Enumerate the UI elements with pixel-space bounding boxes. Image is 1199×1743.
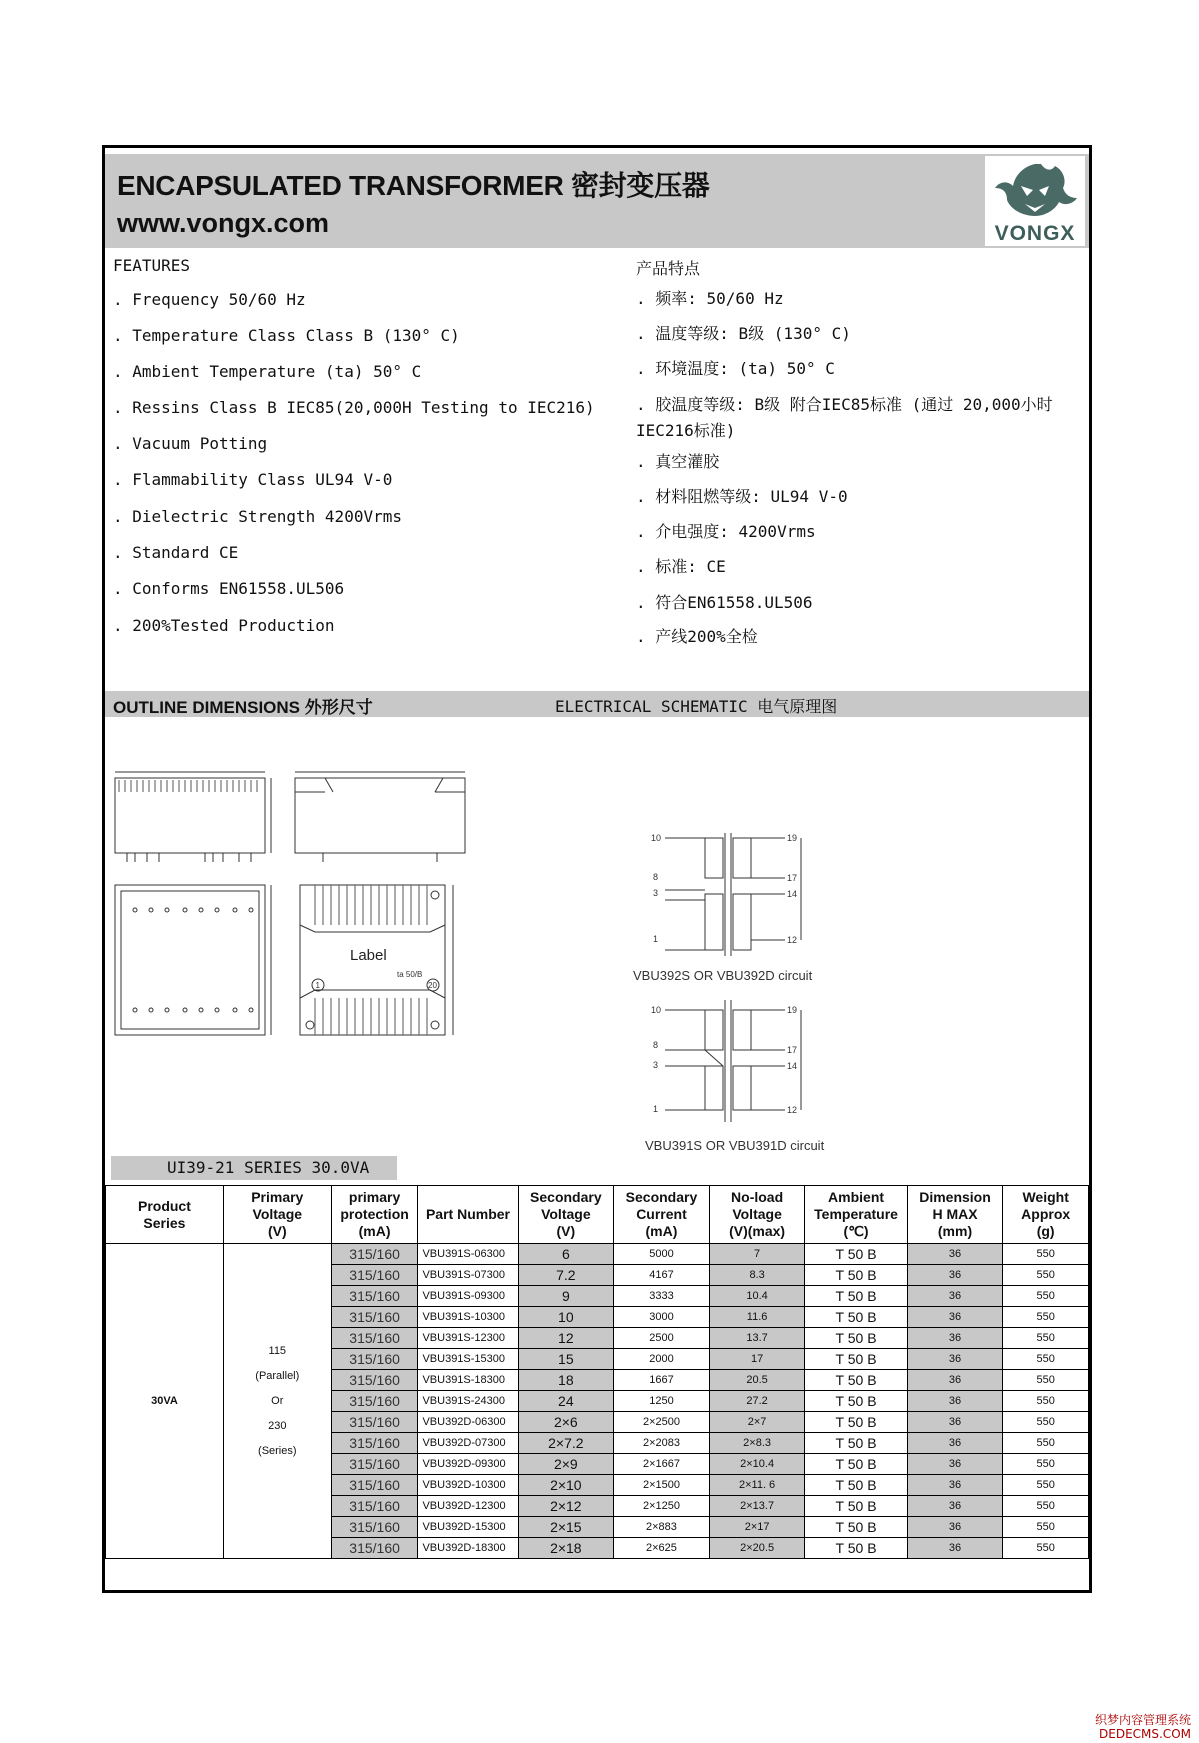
dimension-cell: 36 <box>907 1412 1003 1433</box>
col-header: Product Series <box>106 1186 224 1244</box>
noload-voltage-cell: 2×10.4 <box>709 1454 805 1475</box>
dimension-cell: 36 <box>907 1307 1003 1328</box>
secondary-voltage-cell: 18 <box>518 1370 614 1391</box>
secondary-current-cell: 1250 <box>614 1391 710 1412</box>
dimension-cell: 36 <box>907 1475 1003 1496</box>
secondary-voltage-cell: 6 <box>518 1244 614 1265</box>
pin-label: 3 <box>653 1060 659 1070</box>
weight-cell: 550 <box>1003 1433 1089 1454</box>
footer-line2: DEDECMS.COM <box>1099 1727 1191 1741</box>
circuit-1-caption: VBU392S OR VBU392D circuit <box>633 968 813 983</box>
weight-cell: 550 <box>1003 1517 1089 1538</box>
protection-cell: 315/160 <box>331 1538 418 1559</box>
secondary-current-cell: 2×1500 <box>614 1475 710 1496</box>
features-cn-title: 产品特点 <box>636 259 701 278</box>
secondary-voltage-cell: 2×15 <box>518 1517 614 1538</box>
feature-cn-item: . 环境温度: (ta) 50° C <box>636 359 835 378</box>
spec-table <box>105 1185 1089 1559</box>
weight-cell: 550 <box>1003 1454 1089 1475</box>
datasheet-frame <box>102 145 1092 1593</box>
secondary-voltage-cell: 10 <box>518 1307 614 1328</box>
secondary-current-cell: 5000 <box>614 1244 710 1265</box>
noload-voltage-cell: 2×17 <box>709 1517 805 1538</box>
noload-voltage-cell: 2×13.7 <box>709 1496 805 1517</box>
secondary-current-cell: 3000 <box>614 1307 710 1328</box>
noload-voltage-cell: 10.4 <box>709 1286 805 1307</box>
weight-cell: 550 <box>1003 1391 1089 1412</box>
protection-cell: 315/160 <box>331 1370 418 1391</box>
weight-cell: 550 <box>1003 1475 1089 1496</box>
noload-voltage-cell: 20.5 <box>709 1370 805 1391</box>
weight-cell: 550 <box>1003 1265 1089 1286</box>
secondary-voltage-cell: 2×7.2 <box>518 1433 614 1454</box>
feature-cn-item: . 标准: CE <box>636 557 726 576</box>
ambient-temp-cell: T 50 B <box>805 1391 907 1412</box>
feature-en-item: . Temperature Class Class B (130° C) <box>113 326 460 345</box>
weight-cell: 550 <box>1003 1244 1089 1265</box>
feature-en-item: . Ressins Class B IEC85(20,000H Testing to IEC216) <box>113 398 595 417</box>
label-text: Label <box>350 947 387 964</box>
weight-cell: 550 <box>1003 1349 1089 1370</box>
pin-label: 19 <box>787 833 798 843</box>
part-number-cell: VBU391S-24300 <box>418 1391 518 1412</box>
pin-20-label: 20 <box>428 981 437 990</box>
protection-cell: 315/160 <box>331 1517 418 1538</box>
ta-text: ta 50/B <box>397 970 423 979</box>
ambient-temp-cell: T 50 B <box>805 1307 907 1328</box>
col-header: Ambient Temperature (℃) <box>805 1186 907 1244</box>
feature-en-item: . Conforms EN61558.UL506 <box>113 579 345 598</box>
website-url: www.vongx.com <box>117 208 330 238</box>
part-number-cell: VBU391S-15300 <box>418 1349 518 1370</box>
features-en <box>113 256 595 635</box>
dimension-cell: 36 <box>907 1244 1003 1265</box>
pin-label: 10 <box>651 1005 662 1015</box>
feature-en-item: . Dielectric Strength 4200Vrms <box>113 507 402 526</box>
protection-cell: 315/160 <box>331 1412 418 1433</box>
ambient-temp-cell: T 50 B <box>805 1496 907 1517</box>
col-header: Secondary Current (mA) <box>614 1186 710 1244</box>
ambient-temp-cell: T 50 B <box>805 1328 907 1349</box>
part-number-cell: VBU392D-18300 <box>418 1538 518 1559</box>
primary-voltage-cell: 115 (Parallel) Or 230 (Series) <box>223 1244 331 1559</box>
part-number-cell: VBU391S-10300 <box>418 1307 518 1328</box>
weight-cell: 550 <box>1003 1496 1089 1517</box>
pin-label: 19 <box>787 1005 798 1015</box>
secondary-current-cell: 2×2500 <box>614 1412 710 1433</box>
dimension-cell: 36 <box>907 1517 1003 1538</box>
ambient-temp-cell: T 50 B <box>805 1433 907 1454</box>
secondary-voltage-cell: 24 <box>518 1391 614 1412</box>
ambient-temp-cell: T 50 B <box>805 1370 907 1391</box>
feature-cn-item: . 介电强度: 4200Vrms <box>636 522 816 541</box>
secondary-current-cell: 2×883 <box>614 1517 710 1538</box>
protection-cell: 315/160 <box>331 1244 418 1265</box>
features-en-title: FEATURES <box>113 256 191 275</box>
feature-cn-item: . 温度等级: B级 (130° C) <box>636 324 851 343</box>
protection-cell: 315/160 <box>331 1496 418 1517</box>
secondary-voltage-cell: 2×9 <box>518 1454 614 1475</box>
part-number-cell: VBU391S-07300 <box>418 1265 518 1286</box>
secondary-voltage-cell: 9 <box>518 1286 614 1307</box>
pin-label: 17 <box>787 1045 798 1055</box>
weight-cell: 550 <box>1003 1412 1089 1433</box>
noload-voltage-cell: 13.7 <box>709 1328 805 1349</box>
col-header: Dimension H MAX (mm) <box>907 1186 1003 1244</box>
pin-label: 10 <box>651 833 662 843</box>
dimension-cell: 36 <box>907 1391 1003 1412</box>
protection-cell: 315/160 <box>331 1475 418 1496</box>
col-header: Primary Voltage (V) <box>223 1186 331 1244</box>
ambient-temp-cell: T 50 B <box>805 1475 907 1496</box>
schematic-circuit-1 <box>625 828 845 958</box>
dimension-cell: 36 <box>907 1538 1003 1559</box>
pin-label: 8 <box>653 872 659 882</box>
dimension-cell: 36 <box>907 1433 1003 1454</box>
feature-cn-item: . 真空灌胶 <box>636 452 720 471</box>
protection-cell: 315/160 <box>331 1454 418 1475</box>
ambient-temp-cell: T 50 B <box>805 1454 907 1475</box>
col-header: No-load Voltage (V)(max) <box>709 1186 805 1244</box>
header-band <box>105 154 1089 248</box>
features-cn <box>636 256 1053 646</box>
product-series-cell: 30VA <box>106 1244 224 1559</box>
secondary-voltage-cell: 7.2 <box>518 1265 614 1286</box>
feature-en-item: . 200%Tested Production <box>113 616 335 635</box>
dimension-cell: 36 <box>907 1286 1003 1307</box>
feature-cn-item: . 胶温度等级: B级 附合IEC85标准 (通过 20,000小时 IEC216标准) <box>636 395 1053 440</box>
feature-cn-item: . 符合EN61558.UL506 <box>636 593 813 612</box>
weight-cell: 550 <box>1003 1370 1089 1391</box>
part-number-cell: VBU392D-15300 <box>418 1517 518 1538</box>
secondary-current-cell: 3333 <box>614 1286 710 1307</box>
pin-label: 1 <box>653 934 659 944</box>
secondary-current-cell: 2000 <box>614 1349 710 1370</box>
pin-1-label: 1 <box>315 981 320 990</box>
dimension-cell: 36 <box>907 1349 1003 1370</box>
protection-cell: 315/160 <box>331 1328 418 1349</box>
pin-label: 12 <box>787 935 798 945</box>
pin-label: 14 <box>787 889 798 899</box>
table-row <box>106 1244 1089 1265</box>
feature-cn-item: . 材料阻燃等级: UL94 V-0 <box>636 487 848 506</box>
ambient-temp-cell: T 50 B <box>805 1349 907 1370</box>
table-header-row <box>106 1186 1089 1244</box>
col-header: Secondary Voltage (V) <box>518 1186 614 1244</box>
feature-en-item: . Vacuum Potting <box>113 434 268 453</box>
outline-drawing <box>105 720 505 1060</box>
part-number-cell: VBU391S-09300 <box>418 1286 518 1307</box>
dimension-cell: 36 <box>907 1328 1003 1349</box>
part-number-cell: VBU391S-06300 <box>418 1244 518 1265</box>
secondary-current-cell: 2×1250 <box>614 1496 710 1517</box>
dragon-icon <box>985 156 1085 226</box>
vongx-logo <box>985 156 1085 246</box>
secondary-voltage-cell: 15 <box>518 1349 614 1370</box>
protection-cell: 315/160 <box>331 1286 418 1307</box>
logo-text: VONGX <box>994 222 1076 245</box>
col-header: Part Number <box>418 1186 518 1244</box>
ambient-temp-cell: T 50 B <box>805 1244 907 1265</box>
section-bar <box>105 691 1089 717</box>
feature-en-item: . Ambient Temperature (ta) 50° C <box>113 362 422 381</box>
ambient-temp-cell: T 50 B <box>805 1286 907 1307</box>
ambient-temp-cell: T 50 B <box>805 1517 907 1538</box>
schematic-circuit-2 <box>625 1000 845 1130</box>
circuit-2-caption: VBU391S OR VBU391D circuit <box>645 1138 825 1153</box>
dimension-cell: 36 <box>907 1496 1003 1517</box>
noload-voltage-cell: 11.6 <box>709 1307 805 1328</box>
feature-en-item: . Frequency 50/60 Hz <box>113 290 306 309</box>
noload-voltage-cell: 2×8.3 <box>709 1433 805 1454</box>
pin-label: 3 <box>653 888 659 898</box>
dimension-cell: 36 <box>907 1265 1003 1286</box>
electrical-schematic-heading: ELECTRICAL SCHEMATIC 电气原理图 <box>555 697 838 716</box>
ambient-temp-cell: T 50 B <box>805 1265 907 1286</box>
weight-cell: 550 <box>1003 1538 1089 1559</box>
weight-cell: 550 <box>1003 1286 1089 1307</box>
protection-cell: 315/160 <box>331 1349 418 1370</box>
part-number-cell: VBU391S-18300 <box>418 1370 518 1391</box>
part-number-cell: VBU392D-12300 <box>418 1496 518 1517</box>
outline-dimensions-heading: OUTLINE DIMENSIONS 外形尺寸 <box>113 698 373 717</box>
feature-en-item: . Flammability Class UL94 V-0 <box>113 470 393 489</box>
feature-cn-item: . 频率: 50/60 Hz <box>636 289 784 308</box>
footer-line1: 织梦内容管理系统 <box>1094 1713 1191 1727</box>
feature-cn-item: . 产线200%全检 <box>636 627 758 646</box>
secondary-voltage-cell: 2×10 <box>518 1475 614 1496</box>
weight-cell: 550 <box>1003 1307 1089 1328</box>
col-header: Weight Approx (g) <box>1003 1186 1089 1244</box>
noload-voltage-cell: 2×20.5 <box>709 1538 805 1559</box>
secondary-current-cell: 2×1667 <box>614 1454 710 1475</box>
feature-en-item: . Standard CE <box>113 543 239 562</box>
secondary-voltage-cell: 2×12 <box>518 1496 614 1517</box>
noload-voltage-cell: 7 <box>709 1244 805 1265</box>
secondary-current-cell: 4167 <box>614 1265 710 1286</box>
secondary-voltage-cell: 12 <box>518 1328 614 1349</box>
protection-cell: 315/160 <box>331 1433 418 1454</box>
dimension-cell: 36 <box>907 1370 1003 1391</box>
pin-label: 1 <box>653 1104 659 1114</box>
footer-watermark <box>1095 1713 1191 1741</box>
page-title: ENCAPSULATED TRANSFORMER 密封变压器 <box>117 170 710 201</box>
ambient-temp-cell: T 50 B <box>805 1412 907 1433</box>
secondary-current-cell: 2×625 <box>614 1538 710 1559</box>
protection-cell: 315/160 <box>331 1265 418 1286</box>
noload-voltage-cell: 17 <box>709 1349 805 1370</box>
noload-voltage-cell: 2×7 <box>709 1412 805 1433</box>
part-number-cell: VBU392D-09300 <box>418 1454 518 1475</box>
series-label: UI39-21 SERIES 30.0VA <box>111 1156 397 1180</box>
part-number-cell: VBU392D-07300 <box>418 1433 518 1454</box>
noload-voltage-cell: 2×11. 6 <box>709 1475 805 1496</box>
secondary-current-cell: 2500 <box>614 1328 710 1349</box>
part-number-cell: VBU391S-12300 <box>418 1328 518 1349</box>
pin-label: 8 <box>653 1040 659 1050</box>
secondary-voltage-cell: 2×6 <box>518 1412 614 1433</box>
weight-cell: 550 <box>1003 1328 1089 1349</box>
col-header: primary protection (mA) <box>331 1186 418 1244</box>
noload-voltage-cell: 8.3 <box>709 1265 805 1286</box>
dimension-cell: 36 <box>907 1454 1003 1475</box>
protection-cell: 315/160 <box>331 1307 418 1328</box>
secondary-current-cell: 2×2083 <box>614 1433 710 1454</box>
part-number-cell: VBU392D-10300 <box>418 1475 518 1496</box>
pin-label: 17 <box>787 873 798 883</box>
ambient-temp-cell: T 50 B <box>805 1538 907 1559</box>
protection-cell: 315/160 <box>331 1391 418 1412</box>
secondary-voltage-cell: 2×18 <box>518 1538 614 1559</box>
pin-label: 12 <box>787 1105 798 1115</box>
noload-voltage-cell: 27.2 <box>709 1391 805 1412</box>
pin-label: 14 <box>787 1061 798 1071</box>
secondary-current-cell: 1667 <box>614 1370 710 1391</box>
part-number-cell: VBU392D-06300 <box>418 1412 518 1433</box>
